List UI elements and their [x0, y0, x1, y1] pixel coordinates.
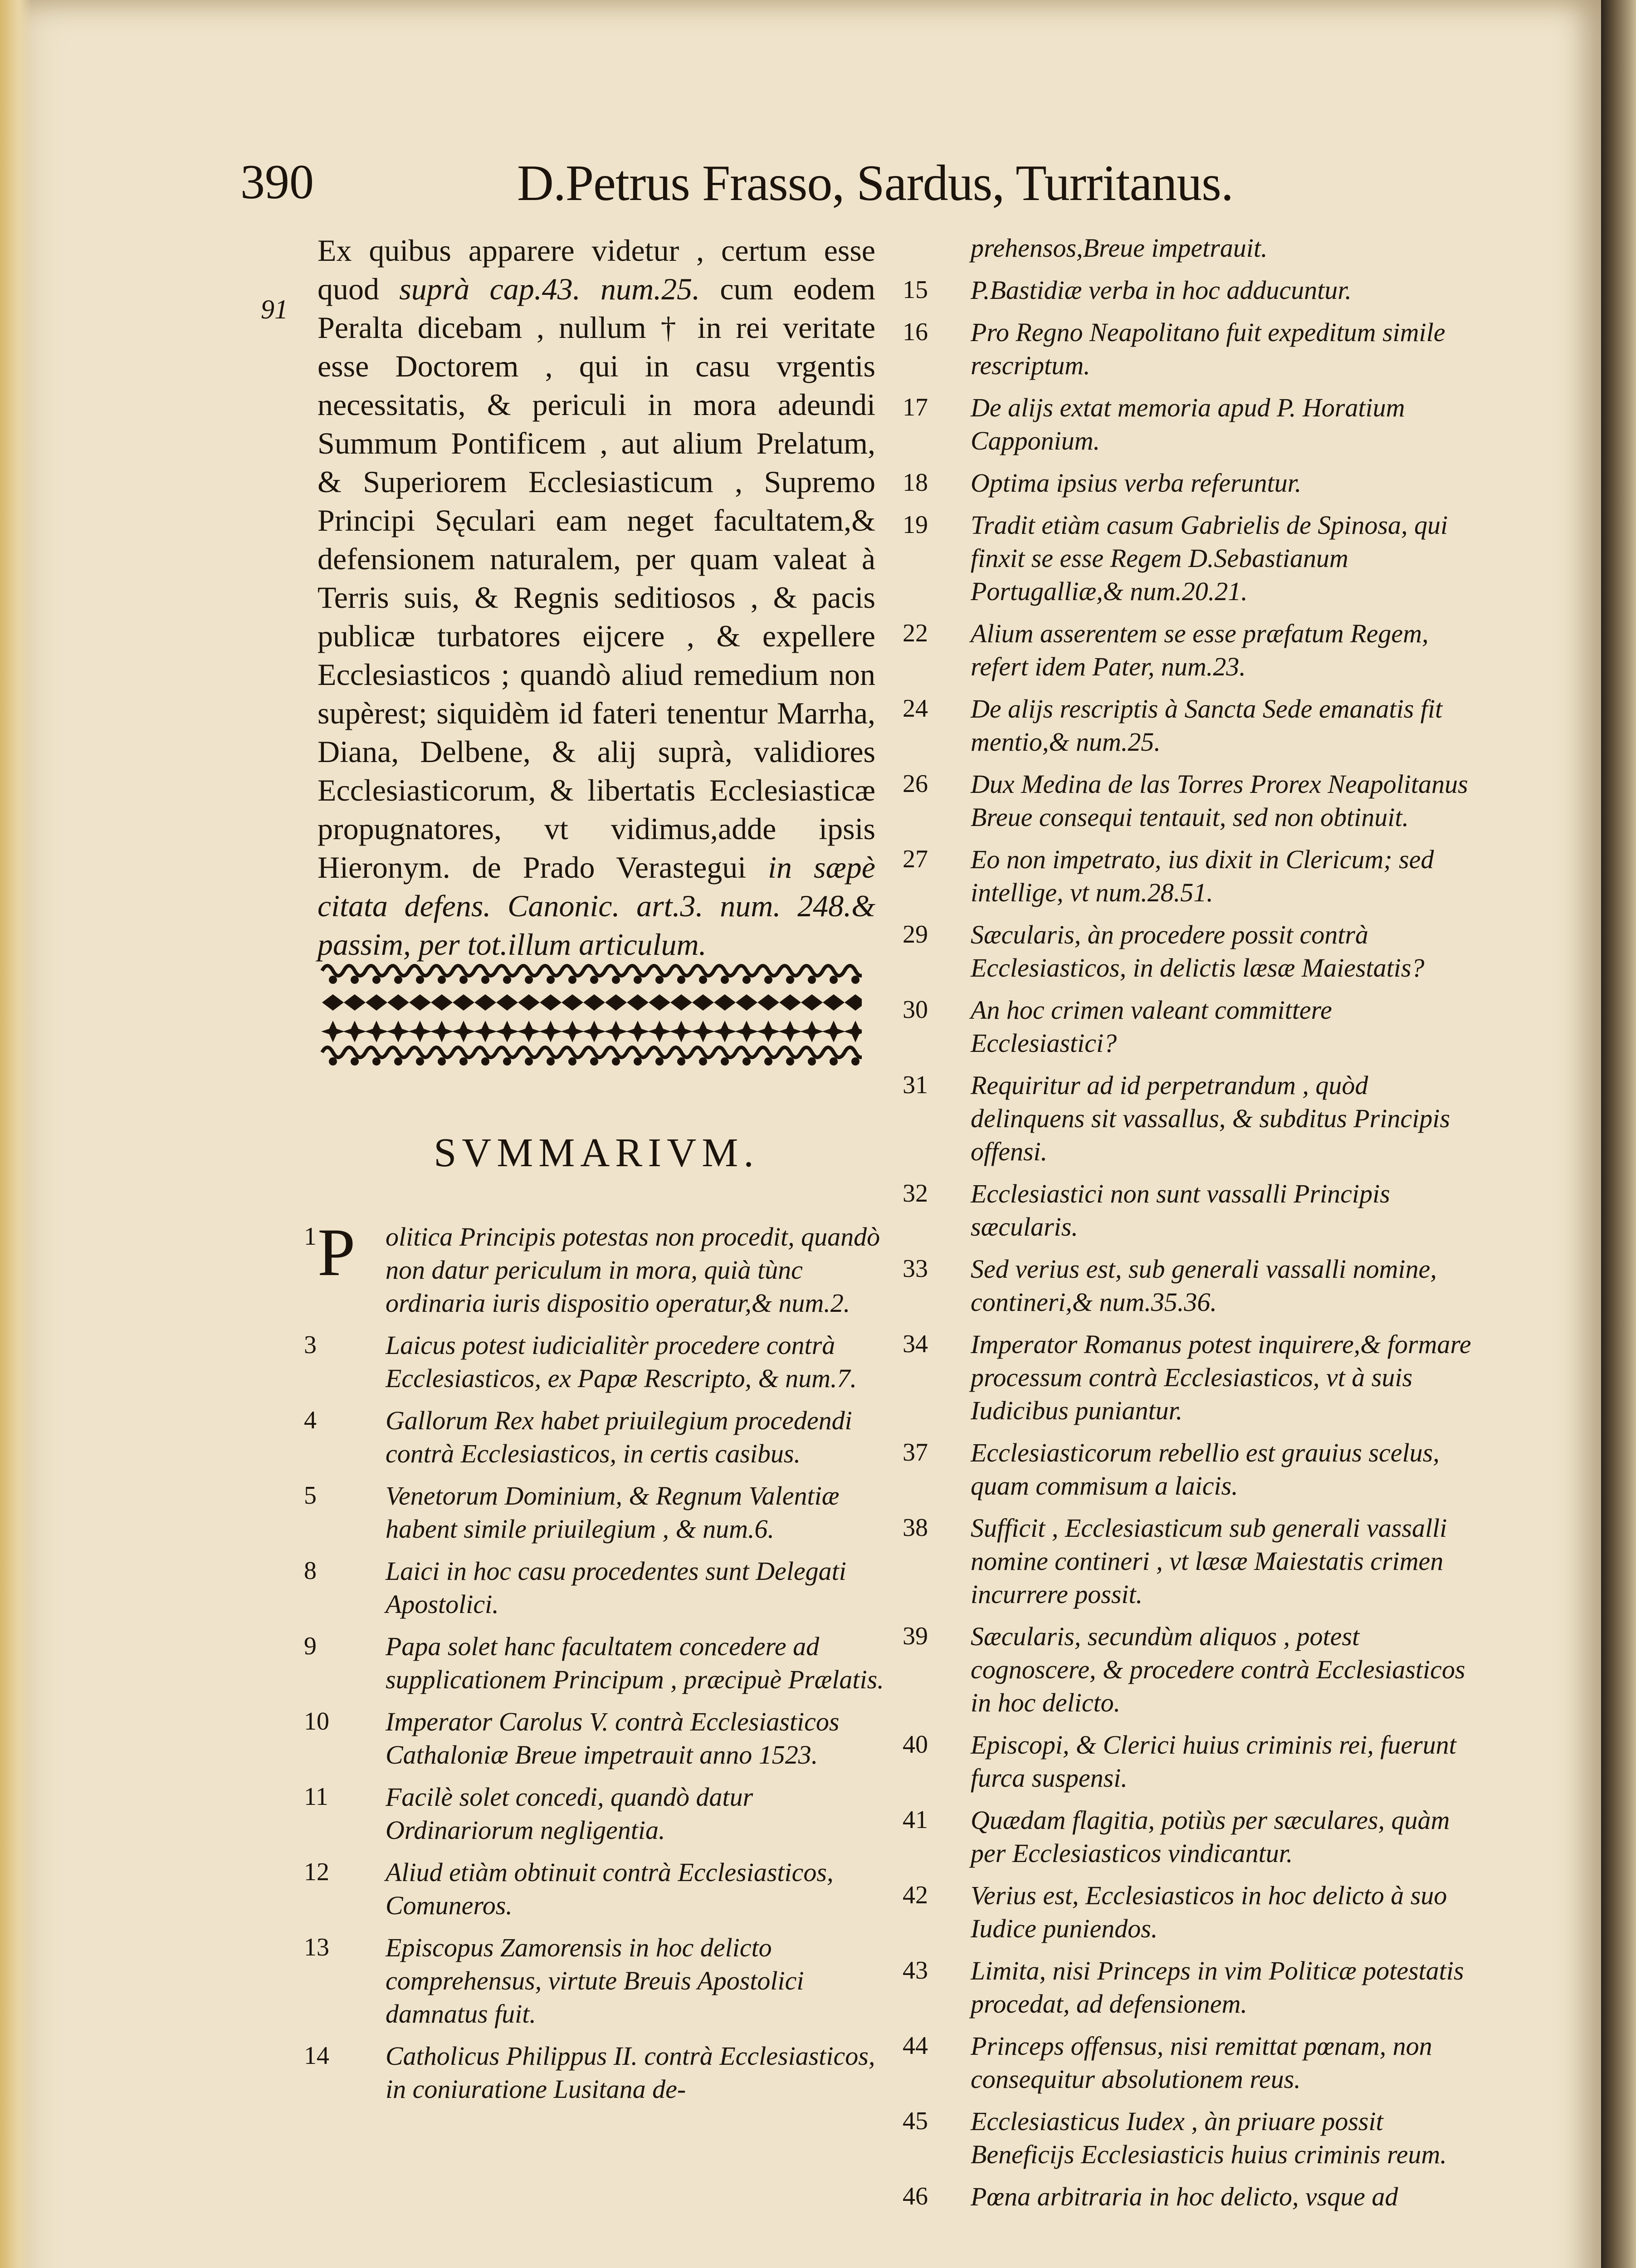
- ornament-scroll: [714, 966, 736, 976]
- ornament-dot: [459, 1057, 468, 1066]
- ornament-cross: [582, 1021, 606, 1042]
- ornament-scroll: [366, 966, 387, 976]
- ornament-lozenge: [366, 994, 387, 1011]
- ornament-dot: [568, 976, 576, 984]
- ornament-scroll: [409, 1047, 431, 1057]
- ornament-cross: [343, 1021, 366, 1042]
- entry-number: 3: [304, 1331, 317, 1359]
- ornament-dot: [808, 1057, 816, 1066]
- entry-number: 34: [903, 1330, 928, 1358]
- ornament-dot: [481, 976, 489, 984]
- summary-entry: [903, 692, 1474, 758]
- ornament-dot: [416, 976, 424, 984]
- ornament-cross: [713, 1021, 737, 1042]
- ornament-scroll: [474, 966, 496, 976]
- entry-text: Ecclesiasticorum rebellio est grauius scelus, quam commisum a laicis.: [971, 1438, 1440, 1501]
- ornament-scroll: [431, 966, 453, 976]
- ornament-scroll: [540, 966, 562, 976]
- ornament-dot: [416, 1057, 424, 1066]
- ornament-lozenge: [627, 994, 649, 1011]
- ornament-lozenge: [692, 994, 714, 1011]
- ornament-dot: [677, 976, 685, 984]
- entry-number: 17: [903, 393, 928, 421]
- ornament-lozenge: [387, 994, 409, 1011]
- summary-entry: [304, 1931, 889, 2030]
- ornament-dot: [764, 1057, 772, 1066]
- ornament-dot: [764, 976, 772, 984]
- ornament-lozenge: [496, 994, 518, 1011]
- ornament-scroll: [562, 1047, 583, 1057]
- ornament-lozenge: [779, 994, 801, 1011]
- ornament-cross: [757, 1021, 780, 1042]
- summarium-heading: SVMMARIVM.: [434, 1130, 759, 1175]
- ornament-cross: [822, 1021, 845, 1042]
- entry-text: Imperator Romanus potest inquirere,& formare processum contrà Ecclesiasticos, vt à suis Iudicibus puniantur.: [971, 1330, 1471, 1425]
- running-title: D.Petrus Frasso, Sardus, Turritanus.: [517, 155, 1233, 211]
- ornament-scroll: [649, 966, 670, 976]
- ornament-scroll: [714, 1047, 736, 1057]
- ornament-cross: [604, 1021, 628, 1042]
- summary-entry: [903, 1511, 1474, 1611]
- entry-text: Tradit etiàm casum Gabrielis de Spinosa, qui finxit se esse Regem D.Sebastianum Portugalliæ,& num.20.21.: [971, 510, 1448, 606]
- ornament-dot: [372, 1057, 381, 1066]
- ornament-cross: [365, 1021, 388, 1042]
- ornament-dot: [329, 1057, 337, 1066]
- ornament-scroll: [387, 966, 409, 976]
- entry-text: olitica Principis potestas non procedit, quandò non datur periculum in mora, quià tùnc ordinaria iuris dispositio operatur,& num.2.: [386, 1222, 880, 1318]
- entry-text: Optima ipsius verba referuntur.: [971, 468, 1302, 498]
- entry-text: Imperator Carolus V. contrà Ecclesiasticos Cathaloniæ Breue impetrauit anno 1523.: [386, 1707, 840, 1769]
- entry-text: Sæcularis, àn procedere possit contrà Ecclesiasticos, in delictis læsæ Maiestatis?: [971, 920, 1425, 982]
- entry-number: 32: [903, 1179, 928, 1207]
- entry-number: 22: [903, 619, 928, 647]
- decorative-ornament-band: [317, 957, 862, 1084]
- entry-text: prehensos,Breue impetrauit.: [971, 233, 1268, 263]
- summary-entry: [903, 1252, 1474, 1319]
- ornament-dot: [547, 976, 555, 984]
- entry-text: Laicus potest iudicialitèr procedere contrà Ecclesiasticos, ex Papæ Rescripto, & num.7.: [386, 1330, 857, 1393]
- summary-list-left: [304, 1215, 889, 2115]
- ornament-dot: [503, 1057, 511, 1066]
- ornament-scroll: [453, 966, 474, 976]
- entry-text: Episcopus Zamorensis in hoc delicto comprehensus, virtute Breuis Apostolici damnatus fuit.: [386, 1933, 804, 2028]
- summary-entry: [903, 391, 1474, 457]
- summary-entry: [903, 918, 1474, 984]
- ornament-dot: [721, 976, 729, 984]
- ornament-dot: [329, 976, 337, 984]
- entry-number: 5: [304, 1481, 317, 1510]
- ornament-lozenge: [583, 994, 605, 1011]
- summary-entry: [903, 508, 1474, 608]
- ornament-cross: [844, 1021, 862, 1042]
- entry-text: Venetorum Dominium, & Regnum Valentiæ habent simile priuilegium , & num.6.: [386, 1481, 840, 1544]
- page-header: [240, 154, 1352, 222]
- ornament-scroll: [779, 966, 801, 976]
- ornament-lozenge: [736, 994, 757, 1011]
- entry-number: 13: [304, 1933, 329, 1961]
- summary-entry: [903, 2105, 1474, 2171]
- entry-number: 40: [903, 1730, 928, 1759]
- entry-text: P.Bastidiæ verba in hoc adducuntur.: [971, 275, 1352, 305]
- entry-number: 31: [903, 1071, 928, 1099]
- ornament-dot: [742, 976, 751, 984]
- entry-number: 44: [903, 2032, 928, 2060]
- ornament-scroll: [605, 966, 627, 976]
- ornament-scroll: [453, 1047, 474, 1057]
- entry-text: Facilè solet concedi, quandò datur Ordinariorum negligentia.: [386, 1782, 753, 1845]
- ornament-dot: [634, 1057, 642, 1066]
- ornament-scroll: [496, 1047, 518, 1057]
- entry-number: 10: [304, 1707, 329, 1735]
- entry-number: 43: [903, 1956, 928, 1984]
- entry-number: 39: [903, 1622, 928, 1650]
- ornament-scroll: [801, 1047, 823, 1057]
- entry-text: Princeps offensus, nisi remittat pœnam, non consequitur absolutionem reus.: [971, 2031, 1432, 2094]
- ornament-lozenge: [845, 994, 862, 1011]
- ornament-lozenge: [453, 994, 474, 1011]
- summary-entry: [903, 1879, 1474, 1945]
- ornament-scroll: [322, 966, 344, 976]
- ornament-scroll: [562, 966, 583, 976]
- ornament-dot: [786, 1057, 794, 1066]
- ornament-dot: [655, 1057, 664, 1066]
- ornament-scroll: [845, 1047, 862, 1057]
- summary-entry: [903, 231, 1474, 264]
- ornament-dot: [481, 1057, 489, 1066]
- ornament-scroll: [409, 966, 431, 976]
- ornament-scroll: [518, 1047, 540, 1057]
- ornament-scroll: [322, 1047, 344, 1057]
- ornament-scroll: [344, 1047, 366, 1057]
- ornament-dot: [394, 1057, 402, 1066]
- entry-text: Dux Medina de las Torres Prorex Neapolitanus Breue consequi tentauit, sed non obtinuit.: [971, 769, 1468, 832]
- entry-text: Requiritur ad id perpetrandum , quòd delinquens sit vassallus, & subditus Principis offensi.: [971, 1070, 1450, 1166]
- ornament-cross: [648, 1021, 671, 1042]
- ornament-cross: [517, 1021, 541, 1042]
- ornament-scroll: [692, 966, 714, 976]
- ornament-dot: [351, 976, 359, 984]
- ornament-cross: [626, 1021, 650, 1042]
- ornament-lozenge: [714, 994, 736, 1011]
- ornament-lozenge: [344, 994, 366, 1011]
- entry-text: Episcopi, & Clerici huius criminis rei, fuerunt furca suspensi.: [971, 1730, 1456, 1793]
- entry-number: 15: [903, 276, 928, 304]
- entry-number: 14: [304, 2042, 329, 2070]
- ornament-lozenge: [518, 994, 540, 1011]
- ornament-dot: [830, 1057, 838, 1066]
- entry-text: Gallorum Rex habet priuilegium procedendi contrà Ecclesiasticos, in certis casibus.: [386, 1406, 852, 1468]
- body-paragraph: [317, 231, 875, 964]
- entry-number: 46: [903, 2182, 928, 2210]
- entry-text: Sufficit , Ecclesiasticum sub generali vassalli nomine contineri , vt læsæ Maiestatis crimen incurrere possit.: [971, 1513, 1447, 1609]
- ornament-cross: [539, 1021, 562, 1042]
- entry-number: 41: [903, 1806, 928, 1834]
- entry-text: An hoc crimen valeant committere Ecclesiastici?: [971, 995, 1332, 1058]
- ornament-scroll: [583, 966, 605, 976]
- entry-number: 16: [903, 318, 928, 346]
- ornament-cross: [321, 1021, 345, 1042]
- entry-text: De alijs rescriptis à Sancta Sede emanatis fit mentio,& num.25.: [971, 694, 1443, 757]
- ornament-dot: [699, 976, 707, 984]
- ornament-lozenge: [649, 994, 670, 1011]
- entry-number: 1: [304, 1222, 317, 1251]
- entry-text: Verius est, Ecclesiasticos in hoc delicto à suo Iudice puniendos.: [971, 1881, 1447, 1943]
- summary-entry: [903, 274, 1474, 307]
- ornament-lozenge: [474, 994, 496, 1011]
- ornament-scroll: [344, 966, 366, 976]
- ornament-cross: [735, 1021, 758, 1042]
- ornament-dot: [590, 1057, 598, 1066]
- entry-number: 19: [903, 511, 928, 539]
- ornament-scroll: [845, 966, 862, 976]
- summary-entry: [903, 767, 1474, 834]
- ornament-scroll: [823, 966, 845, 976]
- ornament-scroll: [757, 966, 779, 976]
- summary-entry: [903, 316, 1474, 382]
- entry-text: Ecclesiastici non sunt vassalli Principis sæcularis.: [971, 1179, 1390, 1242]
- ornament-dot: [459, 976, 468, 984]
- page-number: 390: [240, 155, 314, 209]
- summary-entry: [304, 1630, 889, 1696]
- ornament-lozenge: [757, 994, 779, 1011]
- summary-entry: [903, 1328, 1474, 1427]
- ornament-scroll: [518, 966, 540, 976]
- ornament-scroll: [823, 1047, 845, 1057]
- ornament-dot: [655, 976, 664, 984]
- ornament-scroll: [474, 1047, 496, 1057]
- ornament-dot: [525, 1057, 533, 1066]
- ornament-dot: [590, 976, 598, 984]
- ornament-lozenge: [801, 994, 823, 1011]
- entry-number: 4: [304, 1406, 317, 1434]
- entry-number: 27: [903, 845, 928, 873]
- ornament-scroll: [540, 1047, 562, 1057]
- summary-entry: [903, 2180, 1474, 2213]
- ornament-cross: [408, 1021, 432, 1042]
- ornament-scroll: [627, 966, 649, 976]
- drop-cap: P: [317, 1215, 356, 1290]
- entry-number: 38: [903, 1514, 928, 1542]
- ornament-dot: [547, 1057, 555, 1066]
- ornament-dot: [830, 976, 838, 984]
- ornament-scroll: [670, 966, 692, 976]
- ornament-scroll: [692, 1047, 714, 1057]
- ornament-scroll: [736, 1047, 757, 1057]
- ornament-cross: [800, 1021, 824, 1042]
- ornament-cross: [669, 1021, 693, 1042]
- summary-entry: [304, 1554, 889, 1621]
- ornament-scroll: [366, 1047, 387, 1057]
- summary-entry: [903, 1804, 1474, 1870]
- ornament-cross: [691, 1021, 715, 1042]
- entry-text: Sed verius est, sub generali vassalli nomine, contineri,& num.35.36.: [971, 1254, 1437, 1317]
- entry-text: Laici in hoc casu procedentes sunt Delegati Apostolici.: [386, 1556, 846, 1619]
- summary-entry: [304, 1479, 889, 1545]
- page-edge: [0, 0, 32, 2268]
- ornament-lozenge: [322, 994, 344, 1011]
- entry-number: 33: [903, 1255, 928, 1283]
- ornament-dot: [808, 976, 816, 984]
- ornament-dot: [699, 1057, 707, 1066]
- summary-entry: [903, 993, 1474, 1060]
- entry-text: Quædam flagitia, potiùs per sæculares, quàm per Ecclesiasticos vindicantur.: [971, 1805, 1450, 1868]
- ornament-scroll: [757, 1047, 779, 1057]
- entry-number: 11: [304, 1783, 328, 1811]
- summary-entry: [903, 466, 1474, 499]
- entry-text: Sæcularis, secundùm aliquos , potest cognoscere, & procedere contrà Ecclesiasticos in hoc delicto.: [971, 1622, 1465, 1717]
- summary-entry: [903, 1620, 1474, 1719]
- entry-number: 9: [304, 1632, 317, 1660]
- ornament-scroll: [627, 1047, 649, 1057]
- ornament-cross: [386, 1021, 410, 1042]
- margin-note: 91: [261, 294, 288, 324]
- summary-entry: [903, 1954, 1474, 2020]
- entry-number: 29: [903, 920, 928, 948]
- entry-number: 18: [903, 469, 928, 497]
- ornament-dot: [351, 1057, 359, 1066]
- ornament-dot: [503, 976, 511, 984]
- ornament-cross: [778, 1021, 802, 1042]
- ornament-lozenge: [431, 994, 453, 1011]
- entry-number: 42: [903, 1881, 928, 1909]
- ornament-dot: [851, 1057, 860, 1066]
- ornament-scroll: [736, 966, 757, 976]
- summary-entry: [903, 1069, 1474, 1168]
- summary-entry: [304, 1780, 889, 1847]
- summary-entry: [304, 1856, 889, 1922]
- ornament-cross: [561, 1021, 584, 1042]
- entry-number: 12: [304, 1858, 329, 1886]
- entry-text: Papa solet hanc facultatem concedere ad supplicationem Principum , præcipuè Prælatis.: [386, 1632, 884, 1694]
- ornament-lozenge: [540, 994, 562, 1011]
- ornament-lozenge: [670, 994, 692, 1011]
- ornament-scroll: [670, 1047, 692, 1057]
- entry-text: Pro Regno Neapolitano fuit expeditum simile rescriptum.: [971, 318, 1446, 380]
- ornament-cross: [495, 1021, 519, 1042]
- ornament-dot: [612, 1057, 620, 1066]
- adjacent-page-edge: [1601, 0, 1636, 2268]
- entry-text: Limita, nisi Princeps in vim Politicæ potestatis procedat, ad defensionem.: [971, 1956, 1464, 2019]
- ornament-scroll: [779, 1047, 801, 1057]
- entry-number: 45: [903, 2107, 928, 2135]
- ornament-cross: [452, 1021, 475, 1042]
- entry-text: Pœna arbitraria in hoc delicto, vsque ad: [971, 2182, 1398, 2211]
- summary-entry: [304, 1705, 889, 1771]
- entry-text: Eo non impetrato, ius dixit in Clericum; sed intellige, vt num.28.51.: [971, 845, 1434, 907]
- entry-number: 30: [903, 996, 928, 1024]
- ornament-scroll: [583, 1047, 605, 1057]
- ornament-dot: [677, 1057, 685, 1066]
- summary-entry: [304, 2039, 889, 2106]
- ornament-dot: [568, 1057, 576, 1066]
- ornament-dot: [372, 976, 381, 984]
- summary-entry: [304, 1329, 889, 1395]
- ornament-dot: [438, 1057, 446, 1066]
- ornament-scroll: [801, 966, 823, 976]
- ornament-cross: [430, 1021, 454, 1042]
- summary-entry: [903, 2029, 1474, 2096]
- entry-text: De alijs extat memoria apud P. Horatium Capponium.: [971, 393, 1405, 455]
- summary-list-right: [903, 231, 1474, 2222]
- ornament-dot: [634, 976, 642, 984]
- ornament-lozenge: [562, 994, 583, 1011]
- ornament-dot: [394, 976, 402, 984]
- entry-number: 37: [903, 1438, 928, 1466]
- ornament-dot: [721, 1057, 729, 1066]
- ornament-scroll: [387, 1047, 409, 1057]
- entry-text: Ecclesiasticus Iudex , àn priuare possit Beneficijs Ecclesiasticis huius criminis reum.: [971, 2107, 1447, 2169]
- summary-entry: [304, 1215, 889, 1320]
- ornament-scroll: [605, 1047, 627, 1057]
- body-text: Ex quibus apparere videtur , certum esse quod suprà cap.43. num.25. cum eodem Peralta dicebam , nullum † in rei veritate esse Doctorem , qui in casu vrgentis necessitatis, & periculi in mora adeundi Summum Pontificem , aut alium Prelatum, & Superiorem Ecclesiasticum , Supremo Principi Sęculari eam neget facultatem,& defensionem naturalem, per quam valeat à Terris suis, & Regnis seditiosos , & pacis publicæ turbatores eijcere , & expellere Ecclesiasticos ; quandò aliud remedium non supèrest; siquidèm id fateri tenentur Marrha, Diana, Delbene, & alij suprà, validiores Ecclesiasticorum, & libertatis Ecclesiasticæ propugnatores, vt vidimus,adde ipsis Hieronym. de Prado Verastegui in sæpè citata defens. Canonic. art.3. num. 248.& passim, per tot.illum articulum.: [317, 233, 875, 962]
- entry-text: Catholicus Philippus II. contrà Ecclesiasticos, in coniuratione Lusitana de-: [386, 2041, 875, 2104]
- summary-entry: [903, 1177, 1474, 1243]
- ornament-scroll: [496, 966, 518, 976]
- ornament-dot: [525, 976, 533, 984]
- ornament-dot: [438, 976, 446, 984]
- ornament-dot: [612, 976, 620, 984]
- ornament-lozenge: [823, 994, 845, 1011]
- ornament-lozenge: [605, 994, 627, 1011]
- ornament-scroll: [431, 1047, 453, 1057]
- ornament-scroll: [649, 1047, 670, 1057]
- summary-entry: [903, 843, 1474, 909]
- summary-entry: [903, 1436, 1474, 1502]
- summary-entry: [304, 1404, 889, 1470]
- ornament-dot: [786, 976, 794, 984]
- entry-number: 8: [304, 1557, 317, 1585]
- ornament-dot: [851, 976, 860, 984]
- entry-text: Aliud etiàm obtinuit contrà Ecclesiasticos, Comuneros.: [386, 1857, 834, 1920]
- entry-number: 24: [903, 694, 928, 723]
- summary-entry: [903, 617, 1474, 683]
- entry-number: 26: [903, 770, 928, 798]
- ornament-cross: [474, 1021, 497, 1042]
- ornament-dot: [742, 1057, 751, 1066]
- summary-entry: [903, 1728, 1474, 1794]
- ornament-lozenge: [409, 994, 431, 1011]
- entry-text: Alium asserentem se esse præfatum Regem, refert idem Pater, num.23.: [971, 619, 1429, 681]
